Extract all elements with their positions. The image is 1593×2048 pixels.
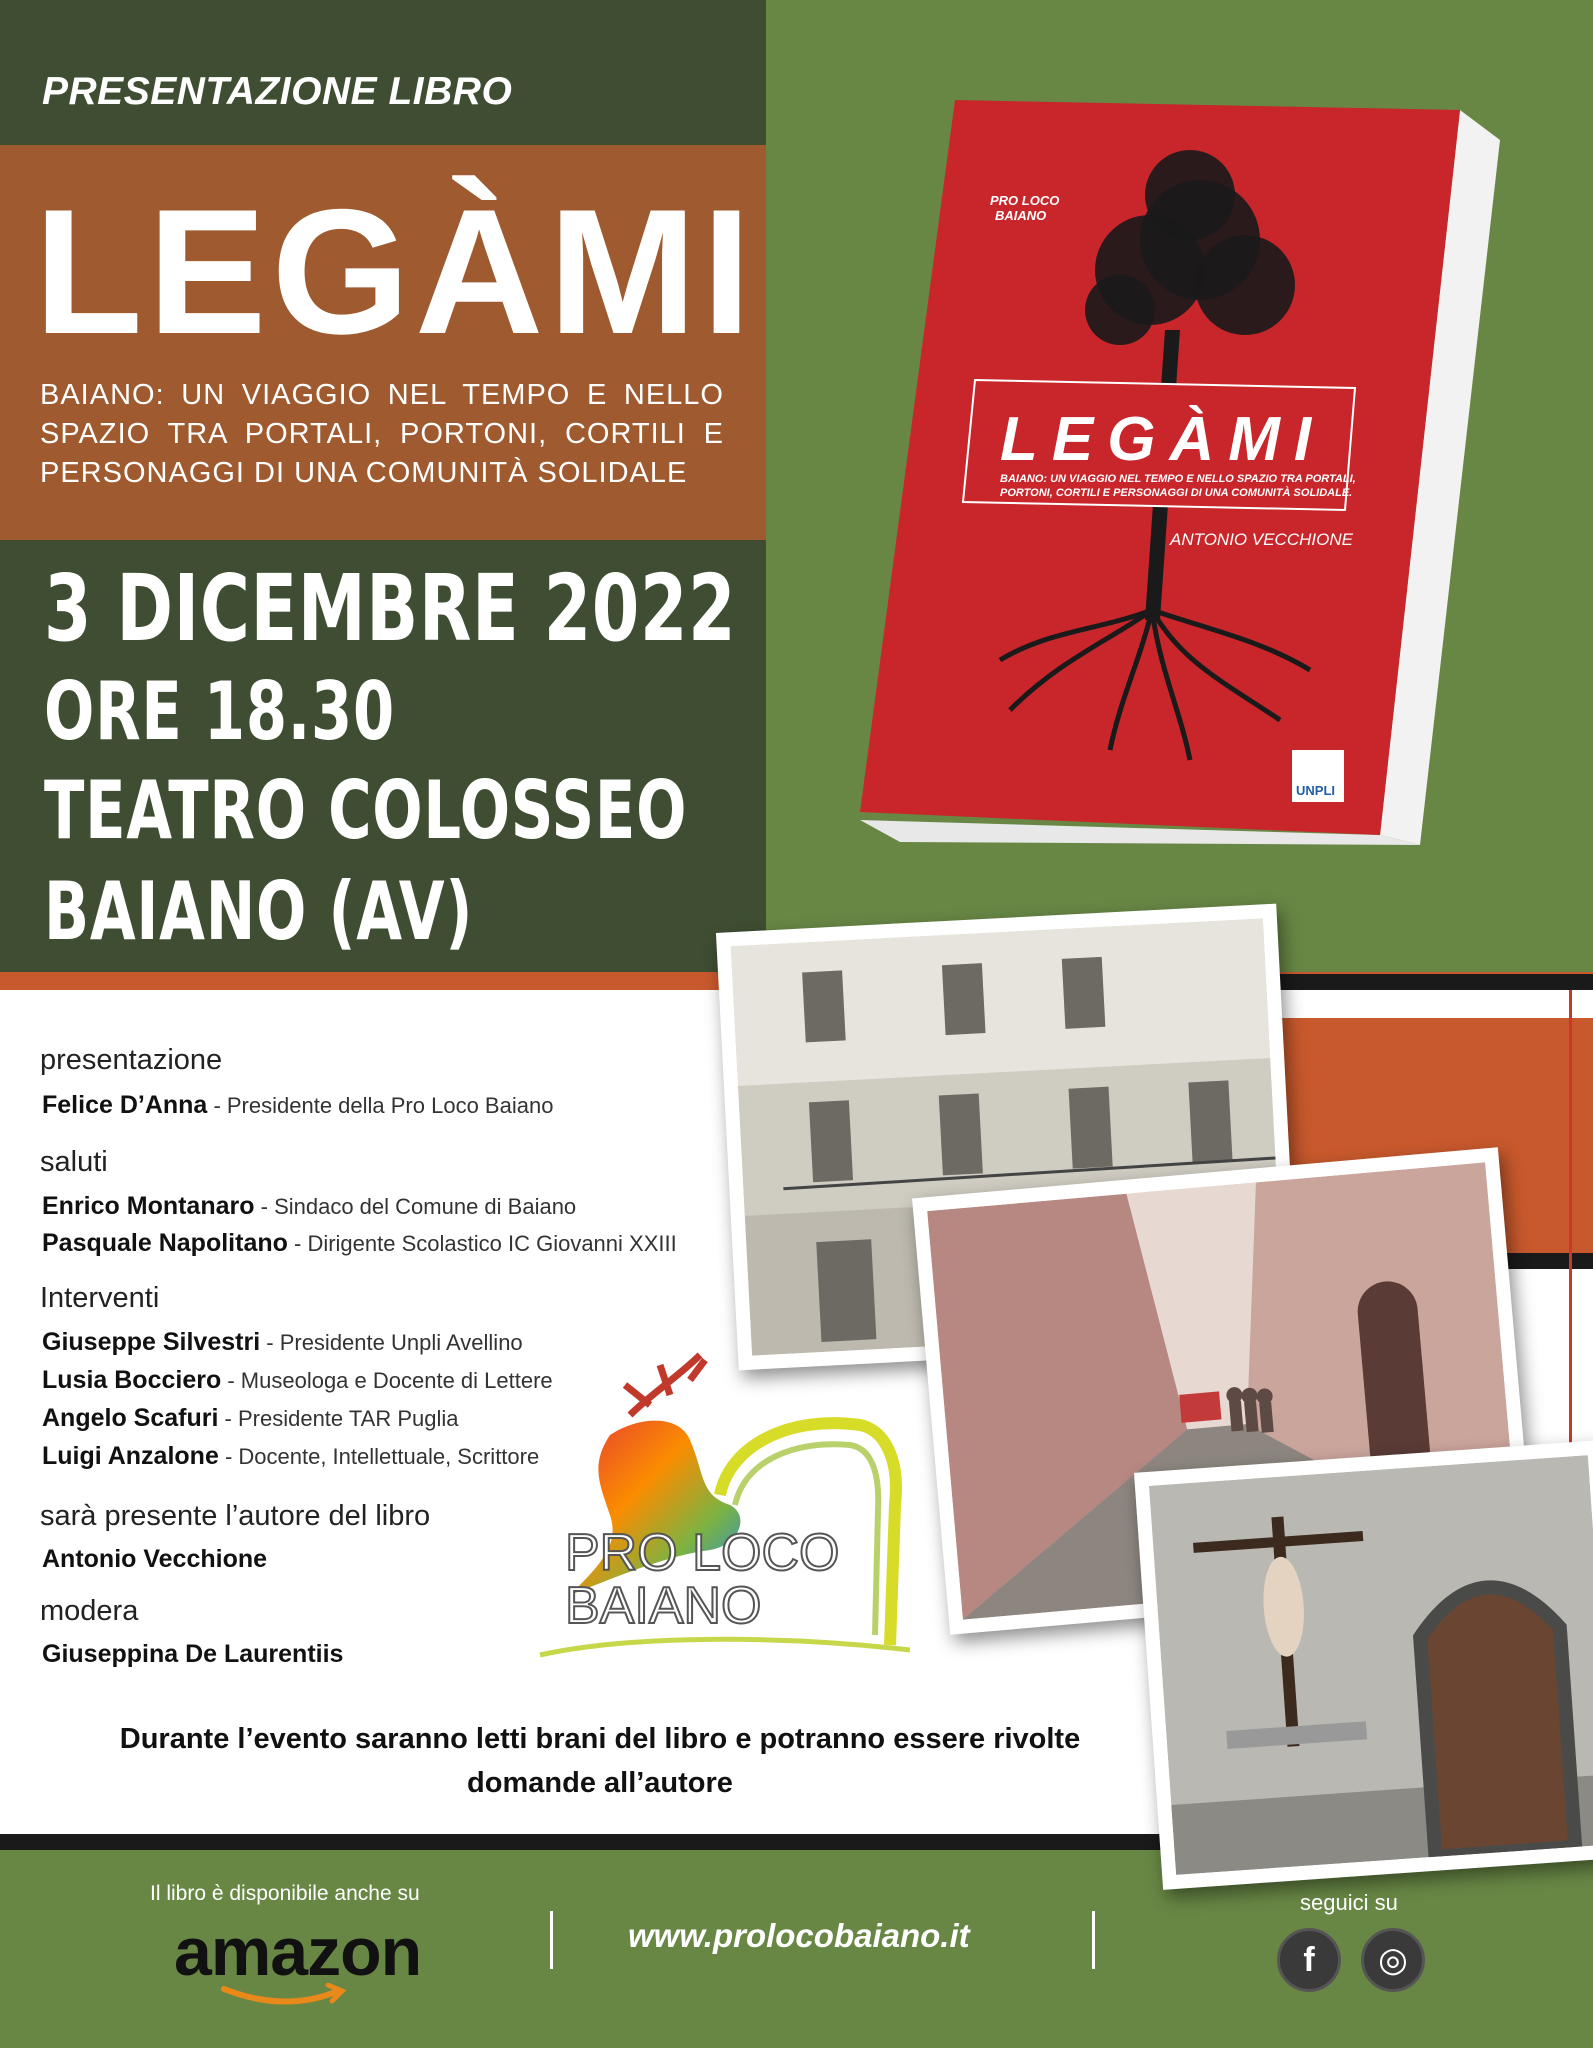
pro-loco-logo	[530, 1345, 920, 1670]
speaker-name: Lusia Bocciero	[42, 1366, 222, 1394]
availability-text: Il libro è disponibile anche su	[150, 1882, 420, 1905]
event-subtitle: BAIANO: UN VIAGGIO NEL TEMPO E NELLO SPAZIO TRA PORTALI, PORTONI, CORTILI E PERSONAGGI DI UNA COMUNITÀ SOLIDALE	[40, 379, 724, 489]
list-item	[42, 1640, 343, 1669]
section-saluti: saluti	[40, 1146, 108, 1178]
list-item	[42, 1192, 576, 1221]
event-city: BAIANO (AV)	[44, 865, 474, 958]
closing-line-1: Durante l’evento saranno letti brani del libro e potranno essere rivolte	[119, 1723, 1081, 1755]
amazon-smile-icon	[220, 1983, 350, 2009]
facebook-icon: f	[1303, 1940, 1315, 1979]
footer-separator	[550, 1911, 553, 1969]
speaker-name: Felice D’Anna	[42, 1091, 208, 1119]
list-item	[42, 1091, 553, 1120]
book-subtitle-line2: PORTONI, CORTILI E PERSONAGGI DI UNA COMUNITÀ SOLIDALE.	[1000, 487, 1353, 499]
event-date: 3 DICEMBRE 2022	[44, 555, 737, 662]
speaker-role: - Presidente TAR Puglia	[218, 1406, 459, 1431]
section-presentazione: presentazione	[40, 1044, 223, 1076]
footer-separator	[1092, 1911, 1095, 1969]
speaker-role: - Museologa e Docente di Lettere	[221, 1368, 553, 1393]
speaker-name: Pasquale Napolitano	[42, 1229, 288, 1257]
speaker-name: Angelo Scafuri	[42, 1404, 219, 1432]
author-name: Antonio Vecchione	[42, 1545, 268, 1573]
event-title: LEGÀMI	[34, 172, 757, 371]
speaker-name: Giuseppe Silvestri	[42, 1328, 261, 1356]
instagram-icon: ◎	[1378, 1941, 1408, 1979]
website-link[interactable]: www.prolocobaiano.it	[628, 1917, 970, 1954]
amazon-logo[interactable]: amazon	[174, 1914, 422, 1990]
list-item	[42, 1404, 459, 1433]
facebook-button[interactable]	[1277, 1928, 1341, 1992]
closing-note	[60, 1717, 1140, 1805]
speaker-role: - Docente, Intellettuale, Scrittore	[218, 1444, 540, 1469]
list-item	[42, 1442, 539, 1471]
list-item	[42, 1545, 267, 1574]
speaker-role: - Presidente Unpli Avellino	[260, 1330, 523, 1355]
logo-line-1: PRO LOCO	[565, 1524, 840, 1582]
closing-line-2: domande all’autore	[467, 1767, 733, 1799]
event-venue: TEATRO COLOSSEO	[44, 764, 688, 857]
book-author: ANTONIO VECCHIONE	[1170, 530, 1353, 549]
list-item	[42, 1328, 523, 1357]
speaker-role: - Sindaco del Comune di Baiano	[254, 1194, 577, 1219]
moderator-name: Giuseppina De Laurentiis	[42, 1640, 344, 1668]
instagram-button[interactable]	[1361, 1928, 1425, 1992]
speaker-role: - Presidente della Pro Loco Baiano	[207, 1093, 554, 1118]
book-cover-image	[860, 100, 1500, 860]
book-subtitle-line1: BAIANO: UN VIAGGIO NEL TEMPO E NELLO SPAZIO TRA PORTALI,	[1000, 473, 1356, 485]
book-publisher-line2: BAIANO	[995, 208, 1047, 223]
book-badge: UNPLI	[1296, 783, 1335, 798]
event-time: ORE 18.30	[44, 665, 395, 758]
speaker-role: - Dirigente Scolastico IC Giovanni XXIII	[287, 1231, 677, 1256]
list-item	[42, 1229, 677, 1258]
section-modera: modera	[40, 1595, 139, 1627]
photo-crucifix-portal	[1134, 1440, 1593, 1890]
logo-line-2: BAIANO	[565, 1577, 762, 1635]
speaker-name: Enrico Montanaro	[42, 1192, 255, 1220]
book-publisher-line1: PRO LOCO	[990, 193, 1060, 208]
kicker-text: PRESENTAZIONE LIBRO	[42, 70, 513, 113]
list-item	[42, 1366, 553, 1395]
book-title: LEGÀMI	[1000, 405, 1326, 474]
speaker-name: Luigi Anzalone	[42, 1442, 219, 1470]
section-autore: sarà presente l’autore del libro	[40, 1500, 431, 1532]
section-interventi: Interventi	[40, 1282, 160, 1314]
follow-label: seguici su	[1300, 1890, 1398, 1915]
